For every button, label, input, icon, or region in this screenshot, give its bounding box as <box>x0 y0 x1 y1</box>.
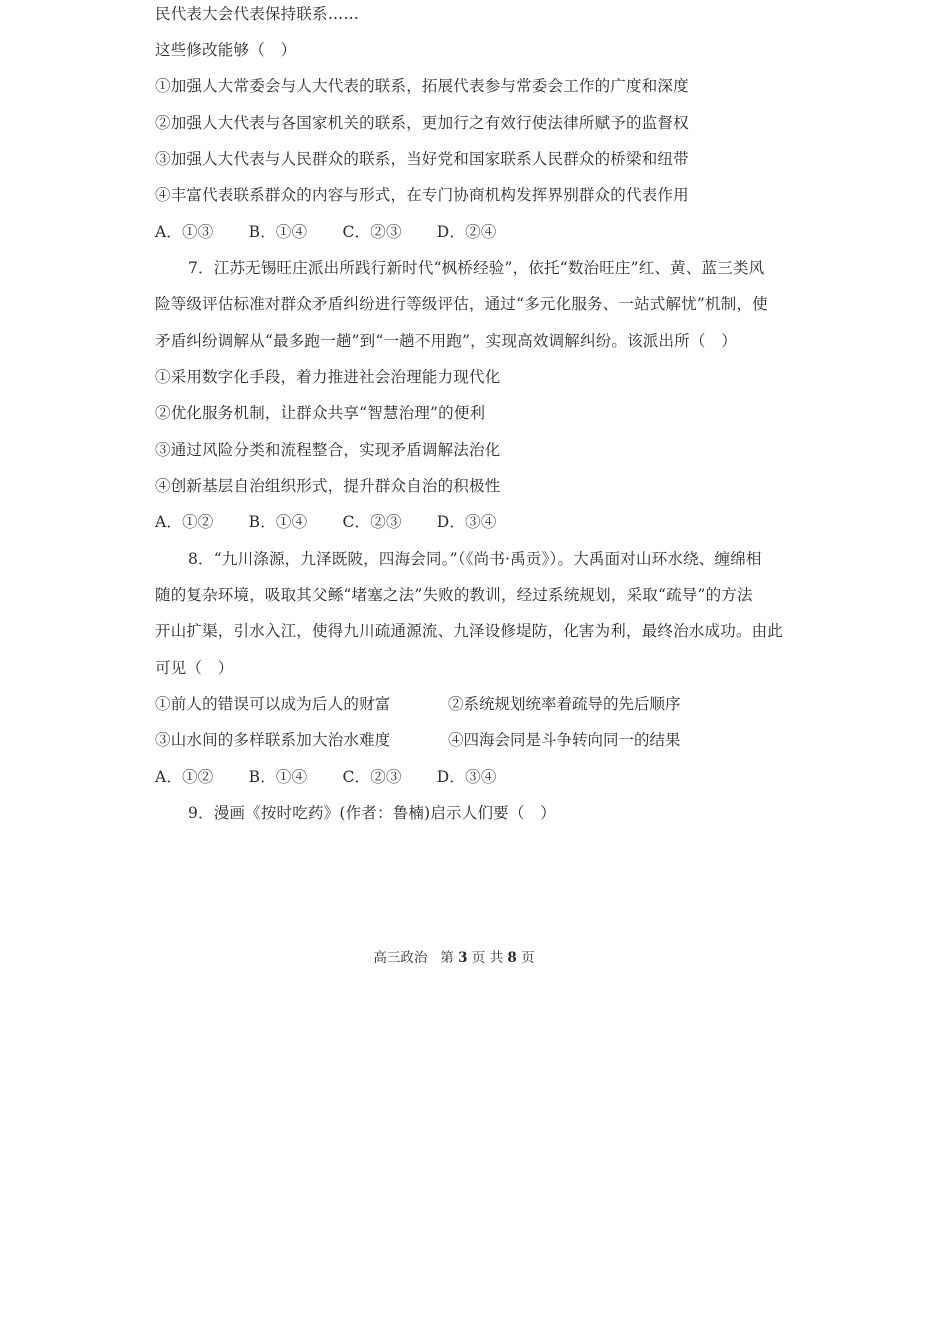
q7-answer-d: D．③④ <box>436 513 497 531</box>
q7-option-3: ③通过风险分类和流程整合，实现矛盾调解法治化 <box>155 441 501 459</box>
q8-answer-c: C．②③ <box>342 768 402 786</box>
q8-answer-b: B．①④ <box>248 768 308 786</box>
footer-page-suffix: 页 <box>521 950 535 966</box>
q8-option-2: ②系统规划统率着疏导的先后顺序 <box>448 695 681 713</box>
q6-answer-b: B．①④ <box>248 223 308 241</box>
q6-continued-text: 民代表大会代表保持联系…… <box>155 5 360 23</box>
q7-answer-c: C．②③ <box>342 513 402 531</box>
q8-option-4: ④四海会同是斗争转向同一的结果 <box>448 731 681 749</box>
q8-stem-line-3: 开山扩渠，引水入江，使得九川疏通源流、九泽设修堤防，化害为利，最终治水成功。由此 <box>155 622 784 640</box>
q8-answer-d: D．③④ <box>436 768 497 786</box>
q7-stem-line-2: 险等级评估标准对群众矛盾纠纷进行等级评估，通过“多元化服务、一站式解忧”机制，使 <box>155 295 768 313</box>
q7-answer-choices <box>155 512 805 532</box>
q9-stem-line-1: 9．漫画《按时吃药》(作者：鲁楠)启示人们要（ ） <box>188 804 556 822</box>
q6-answer-c: C．②③ <box>342 223 402 241</box>
q8-stem-line-4: 可见（ ） <box>155 659 234 677</box>
q8-option-1: ①前人的错误可以成为后人的财富 <box>155 695 391 713</box>
footer-total-pages: 8 <box>507 950 517 966</box>
page-footer <box>0 948 908 968</box>
q8-stem-line-1: 8．“九川涤源，九泽既陂，四海会同。”（《尚书·禹贡》）。大禹面对山环水绕、缠绵相 <box>188 550 762 568</box>
q6-answer-choices <box>155 222 805 242</box>
q7-option-4: ④创新基层自治组织形式，提升群众自治的积极性 <box>155 477 501 495</box>
footer-page-prefix: 第 <box>440 950 454 966</box>
q8-option-3: ③山水间的多样联系加大治水难度 <box>155 731 391 749</box>
q6-option-3: ③加强人大代表与人民群众的联系，当好党和国家联系人民群众的桥梁和纽带 <box>155 150 689 168</box>
q7-answer-a: A．①② <box>155 513 214 531</box>
q7-option-1: ①采用数字化手段，着力推进社会治理能力现代化 <box>155 368 501 386</box>
q8-answer-a: A．①② <box>155 768 214 786</box>
q7-option-2: ②优化服务机制，让群众共享“智慧治理”的便利 <box>155 404 486 422</box>
q6-option-1: ①加强人大常委会与人大代表的联系，拓展代表参与常委会工作的广度和深度 <box>155 77 689 95</box>
q7-stem-line-1: 7．江苏无锡旺庄派出所践行新时代“枫桥经验”，依托“数治旺庄”红、黄、蓝三类风 <box>188 259 765 277</box>
footer-page-mid: 页 共 <box>471 950 504 966</box>
q7-answer-b: B．①④ <box>248 513 308 531</box>
q8-stem-line-2: 随的复杂环境，吸取其父鲧“堵塞之法”失败的教训，经过系统规划，采取“疏导”的方法 <box>155 586 753 604</box>
q6-option-2: ②加强人大代表与各国家机关的联系，更加行之有效行使法律所赋予的监督权 <box>155 114 689 132</box>
footer-subject: 高三政治 <box>373 950 428 966</box>
q6-answer-a: A．①③ <box>155 223 214 241</box>
q6-answer-d: D．②④ <box>436 223 497 241</box>
q6-option-4: ④丰富代表联系群众的内容与形式，在专门协商机构发挥界别群众的代表作用 <box>155 186 689 204</box>
footer-page-number: 3 <box>458 950 468 966</box>
q6-stem: 这些修改能够（ ） <box>155 41 297 59</box>
q7-stem-line-3: 矛盾纠纷调解从“最多跑一趟”到“一趟不用跑”，实现高效调解纠纷。该派出所（ ） <box>155 332 737 350</box>
q8-answer-choices <box>155 767 805 787</box>
